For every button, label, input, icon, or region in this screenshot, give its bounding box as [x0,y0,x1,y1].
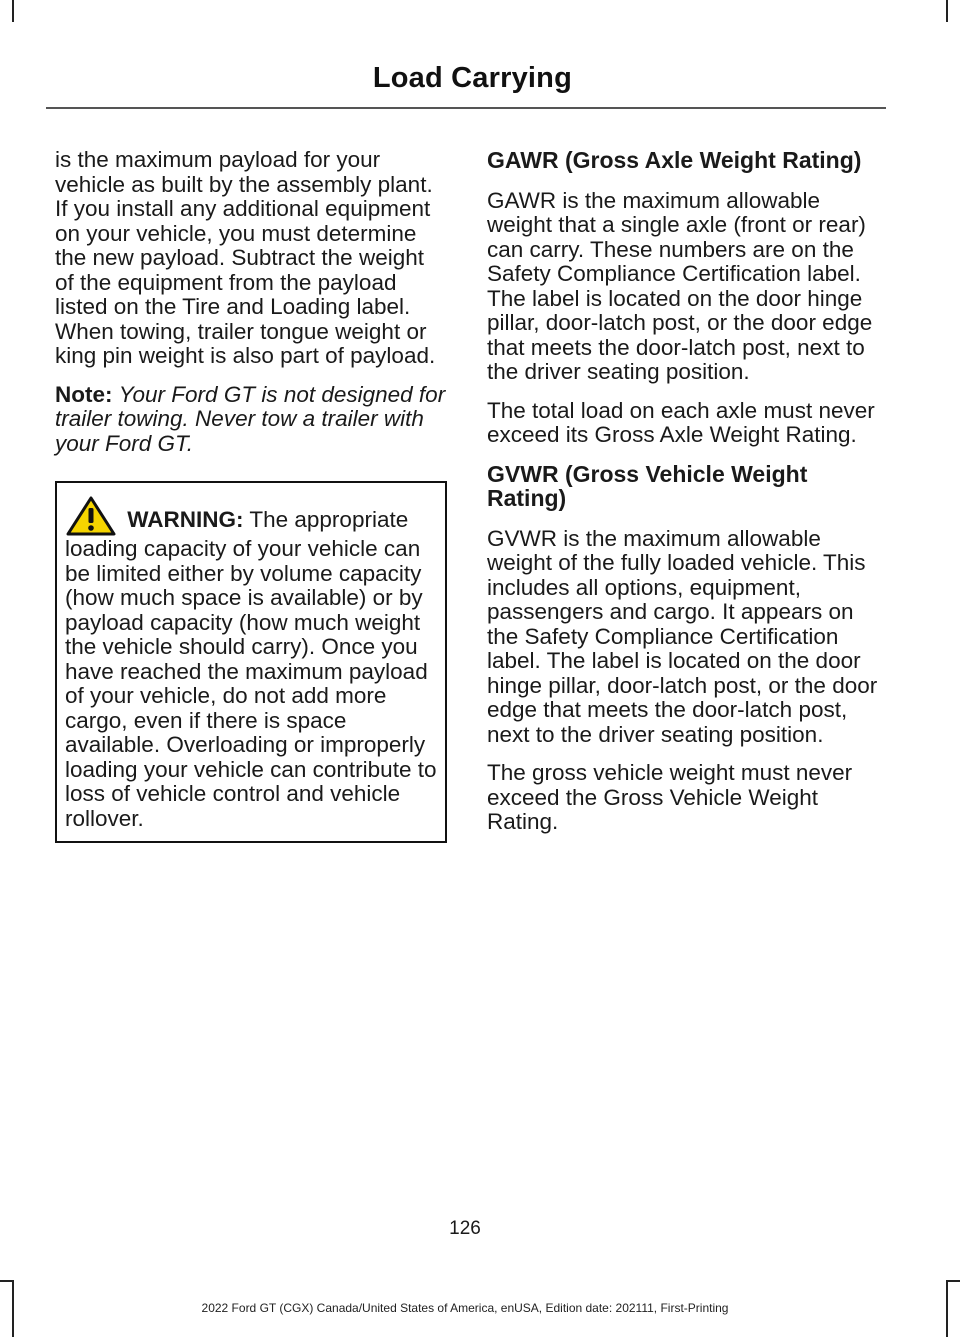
gvwr-paragraph-1: GVWR is the maximum allowable weight of the fully loaded vehicle. This includes all options, equipment, passengers and cargo. It appears on the Safety Compliance Certification label. The label is located on the door hinge pillar, door-latch post, or the door edge that meets the door-latch post, next to the driver seating position. [487,525,878,747]
gawr-paragraph-1: GAWR is the maximum allowable weight that a single axle (front or rear) can carry. These numbers are on the Safety Compliance Certification label. The label is located on the door hinge pillar, door-latch post, or the door edge that meets the door-latch post, next to the driver seating position. [487,187,873,384]
page-number: 126 [449,1218,481,1239]
warning-text: The appropriate loading capacity of your vehicle can be limited either by volume capacity (how much space is available) or by payload capacity (how much weight the vehicle should carry). Once you have reached the maximum payload of your vehicle, do not add more cargo, even if there is space available. Overloading or improperly loading your vehicle can contribute to loss of vehicle control and vehicle rollover. [65,507,437,831]
payload-paragraph: is the maximum payload for your vehicle as built by the assembly plant. If you install any additional equipment on your vehicle, you must determine the new payload. Subtract the weight of the equipment from the payload listed on the Tire and Loading label. When towing, trailer tongue weight or king pin weight is also part of payload. [55,147,436,368]
gvwr-heading: GVWR (Gross Vehicle Weight Rating) [487,460,808,511]
crop-mark-bottom-right [946,1280,948,1337]
crop-mark-top-left [12,0,14,22]
warning-triangle-icon [65,495,117,537]
gawr-heading: GAWR (Gross Axle Weight Rating) [487,147,862,173]
right-column [487,148,879,849]
gawr-paragraph-2: The total load on each axle must never exceed its Gross Axle Weight Rating. [487,397,875,447]
left-column [55,148,447,843]
note [55,383,447,457]
note-label: Note: [55,381,113,407]
crop-mark-bottom-right-h [946,1280,960,1282]
page-title: Load Carrying [372,62,572,94]
crop-mark-top-right [946,0,948,22]
warning-label: WARNING: [127,507,244,532]
note-text: Your Ford GT is not designed for trailer towing. Never tow a trailer with your Ford GT. [55,381,446,456]
gvwr-paragraph-2: The gross vehicle weight must never exceed the Gross Vehicle Weight Rating. [487,760,853,834]
header-divider [46,107,886,109]
warning-box [55,481,447,843]
footer-edition: 2022 Ford GT (CGX) Canada/United States of America, enUSA, Edition date: 202111, First-Printing [201,1301,729,1315]
crop-mark-bottom-left-h [0,1280,14,1282]
